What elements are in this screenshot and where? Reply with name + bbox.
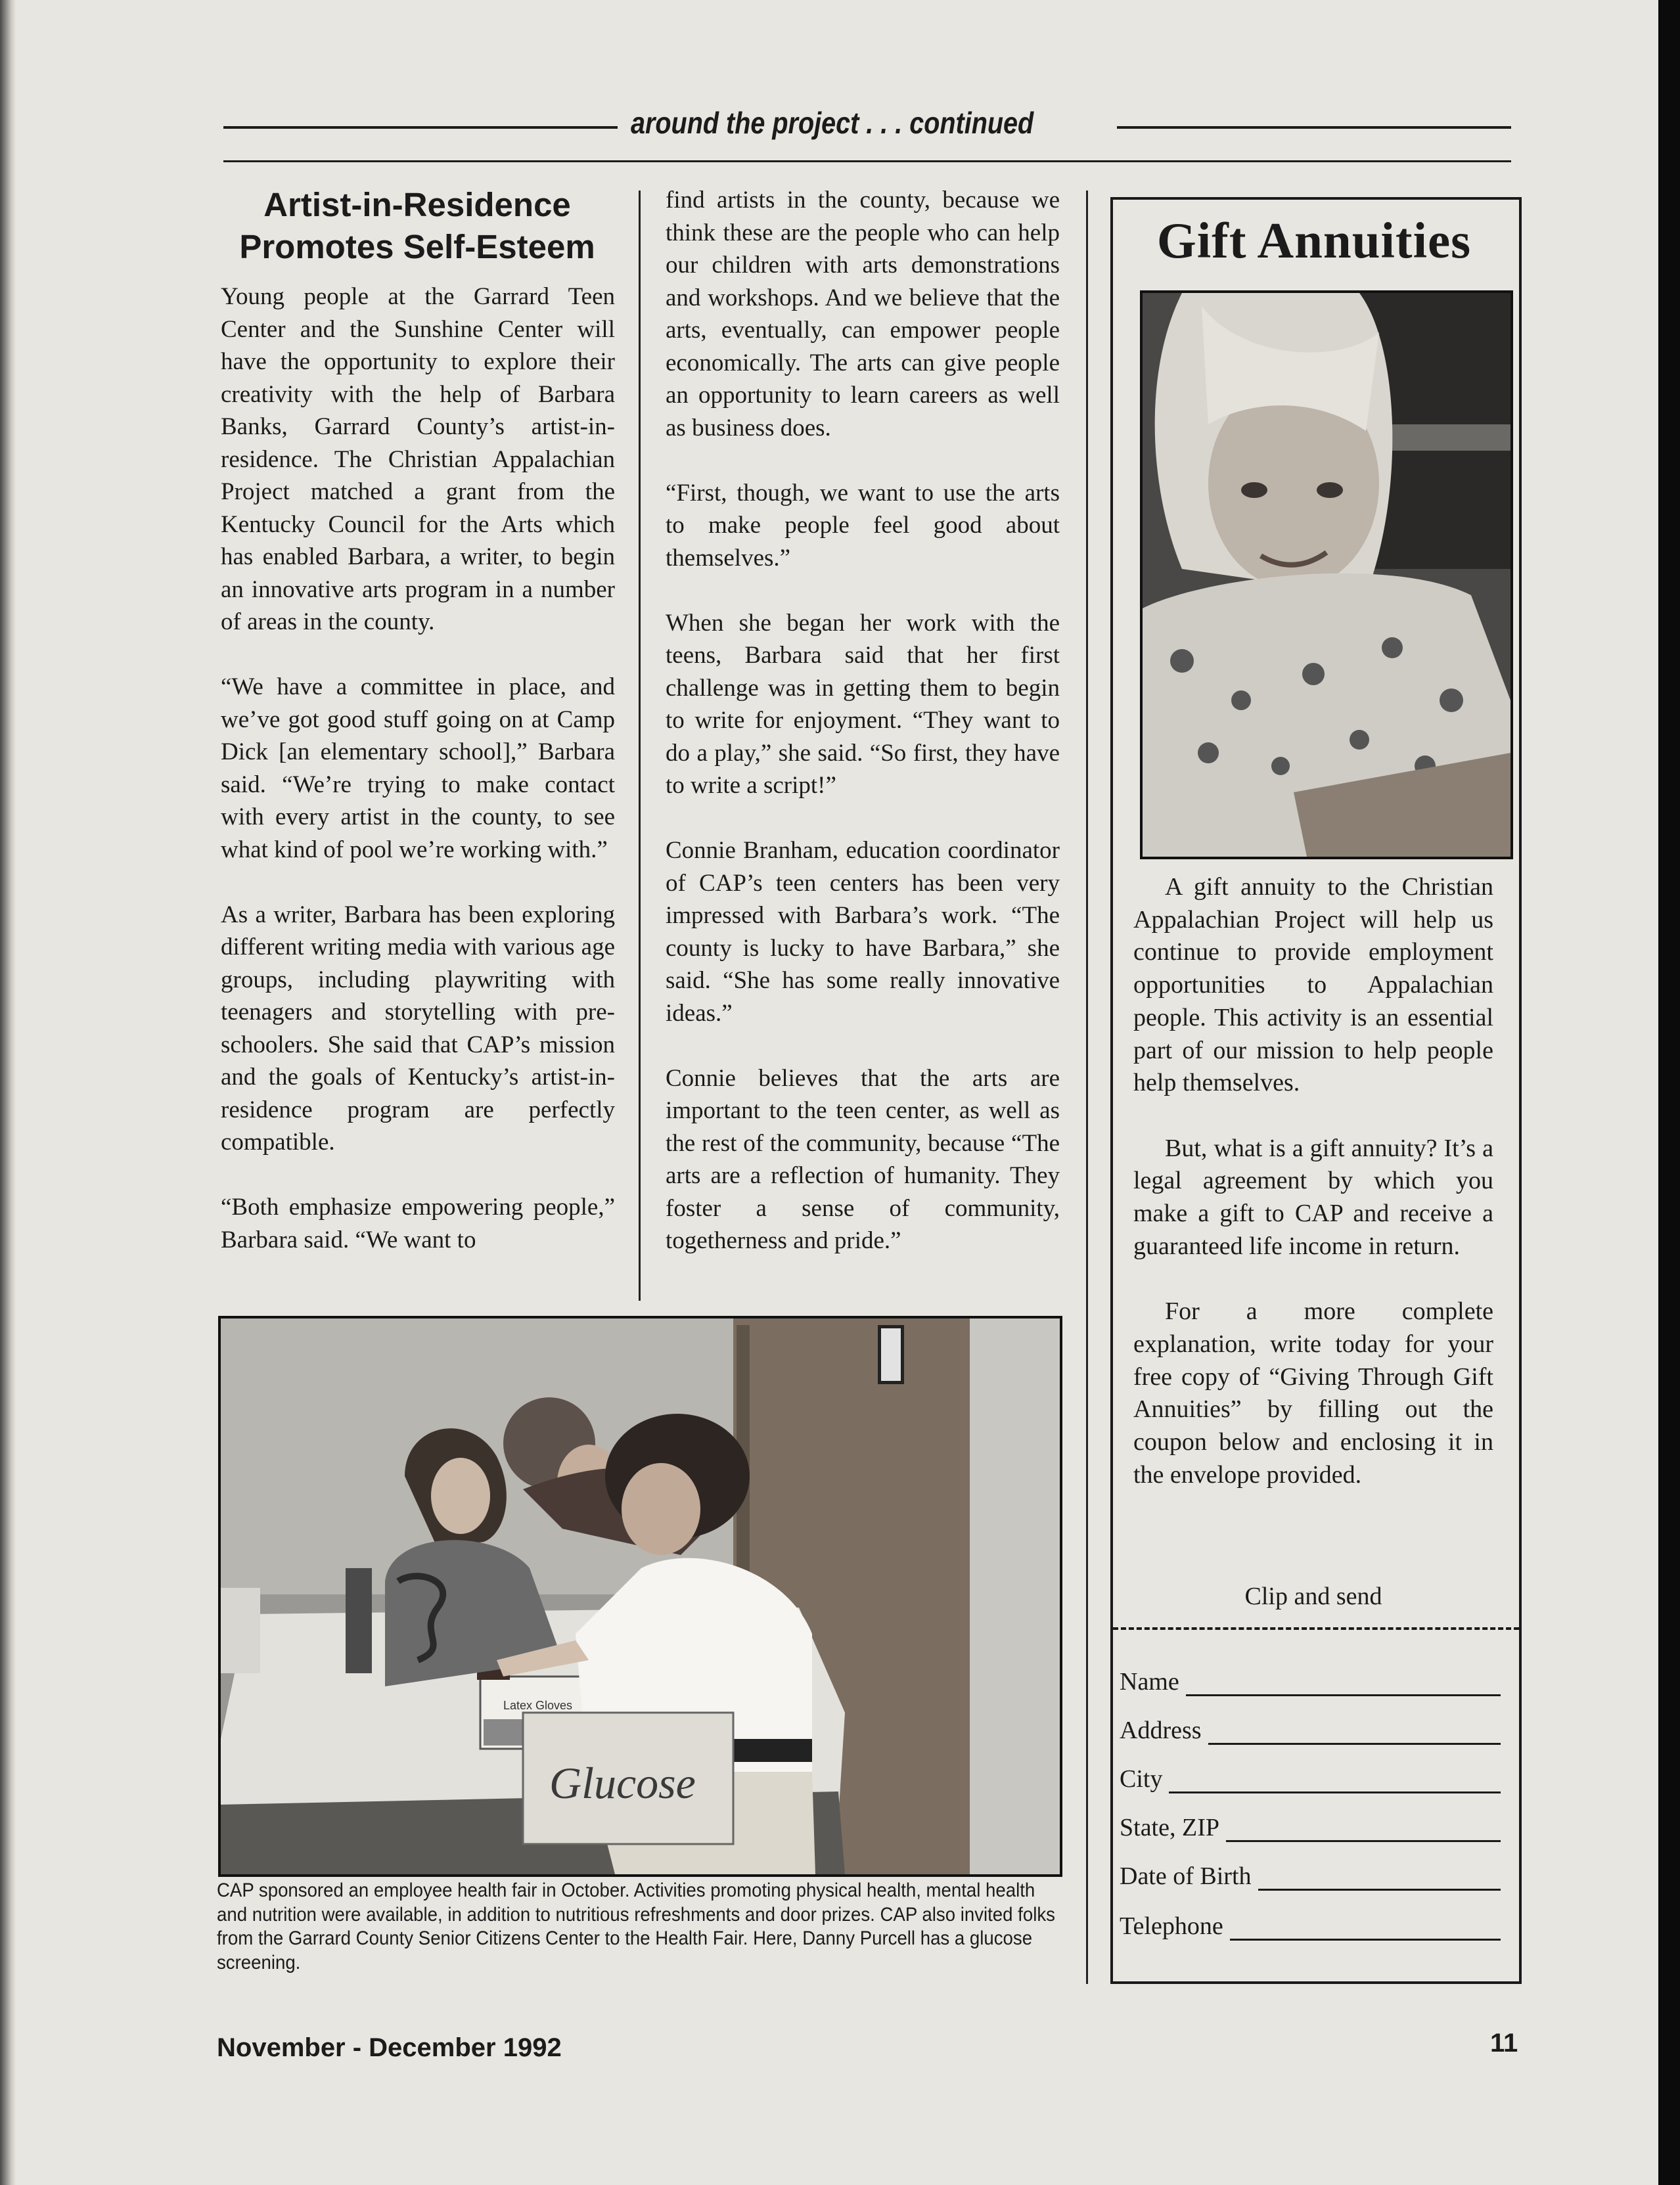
page-binding-edge [0,0,16,2185]
child-portrait-illustration [1143,293,1510,857]
name-input-line[interactable] [1186,1676,1501,1696]
coupon-state-zip-field[interactable] [1120,1813,1501,1842]
gift-annuities-title: Gift Annuities [1156,212,1472,269]
health-fair-photo [218,1316,1062,1877]
coupon-cut-line [1113,1627,1519,1630]
paragraph: Connie Branham, education coordinator of CAP’s teen centers has been very impressed with Barbara’s work. “The county is lucky to have Barbara,” she said. “She has some really innovative ideas.” [666,837,1060,1027]
paragraph: “First, though, we want to use the arts to make people feel good about themselves.” [666,479,1060,572]
paragraph: “We have a committee in place, and we’ve got good stuff going on at Camp Dick [an elementary school],” Barbara said. “We’re trying to make contact with every artist in the county, to see what kind of pool we’re working with.” [221,673,615,863]
section-title: around the project . . . continued [631,106,1034,140]
address-input-line[interactable] [1208,1724,1501,1745]
paragraph: Young people at the Garrard Teen Center and the Sunshine Center will have the opportunity to explore their creativity with the help of Barbara Banks, Garrard County’s artist-in-residence. The Christian Appalachian Project matched a grant from the Kentucky Council for the Arts which has enabled Barbara, a writer, to begin an innovative arts program in a number of areas in the county. [221,283,615,635]
article-column-1 [221,281,615,1256]
field-label: Name [1120,1668,1179,1696]
state-zip-input-line[interactable] [1226,1822,1501,1842]
gloves-box-label: Latex Gloves [503,1699,573,1712]
headline-line-1: Artist-in-Residence [263,186,571,223]
coupon-city-field[interactable] [1120,1765,1501,1793]
paragraph: But, what is a gift annuity? It’s a legal agreement by which you make a gift to CAP and receive a guaranteed life income in return. [1133,1134,1493,1260]
city-input-line[interactable] [1169,1773,1501,1793]
paragraph: find artists in the county, because we think these are the people who can help our children with arts demonstrations and workshops. And we believe that the arts, eventually, can empower people economically. The arts can give people an opportunity to learn careers as well as business does. [666,187,1060,441]
coupon-date-of-birth-field[interactable] [1120,1862,1501,1891]
article-column-2 [666,184,1060,1257]
article-headline [217,184,618,268]
issue-date: November - December 1992 [217,2033,562,2062]
health-fair-illustration [221,1318,1060,1874]
headline-line-2: Promotes Self-Esteem [239,228,595,265]
page-number: 11 [1490,2029,1518,2058]
date-of-birth-input-line[interactable] [1258,1870,1501,1891]
header-rule-under [223,160,1511,162]
paragraph: For a more complete explanation, write today for your free copy of “Giving Through Gift Annuities” by filling out the coupon below and enclosing it in the envelope provided. [1133,1297,1493,1489]
paragraph: Connie believes that the arts are important to the teen center, as well as the rest of the community, because “The arts are a reflection of humanity. They foster a sense of community, togetherness and pride.” [666,1064,1060,1254]
coupon-name-field[interactable] [1120,1667,1501,1696]
gift-annuities-text [1133,871,1493,1524]
child-portrait-photo [1140,290,1513,859]
field-label: State, ZIP [1120,1814,1219,1841]
paragraph: As a writer, Barbara has been exploring different writing media with various age groups, including playwriting with teenagers and storytelling with pre-schoolers. She said that CAP’s mission and the goals of Kentucky’s artist-in-residence program are perfectly compatible. [221,901,615,1156]
field-label: Address [1120,1717,1202,1744]
glucose-sign: Glucose [549,1758,696,1808]
field-label: Telephone [1120,1912,1223,1940]
column-divider [639,191,641,1301]
paragraph: When she began her work with the teens, Barbara said that her first challenge was in getting them to begin to write for enjoyment. “They want to do a play,” she said. “So first, they have to write a script!” [666,609,1060,799]
clip-and-send-label: Clip and send [1244,1583,1382,1610]
header-rule-left [223,126,618,129]
paragraph: A gift annuity to the Christian Appalachian Project will help us continue to provide employment opportunities to Appalachian people. This activity is an essential part of our mission to help people help themselves. [1133,873,1493,1097]
header-rule-right [1117,126,1511,129]
telephone-input-line[interactable] [1230,1920,1501,1941]
paragraph: “Both emphasize empowering people,” Barbara said. “We want to [221,1194,615,1253]
coupon-telephone-field[interactable] [1120,1912,1501,1941]
field-label: City [1120,1765,1163,1793]
coupon-address-field[interactable] [1120,1716,1501,1745]
photo-caption: CAP sponsored an employee health fair in October. Activities promoting physical health, mental health and nutrition were available, in addition to nutritious refreshments and door prizes. CAP also invited folks from the Garrard County Senior Citizens Center to the Health Fair. Here, Danny Purcell has a glucose screening. [217,1880,1055,1973]
section-divider [1086,191,1088,1984]
field-label: Date of Birth [1120,1862,1252,1890]
